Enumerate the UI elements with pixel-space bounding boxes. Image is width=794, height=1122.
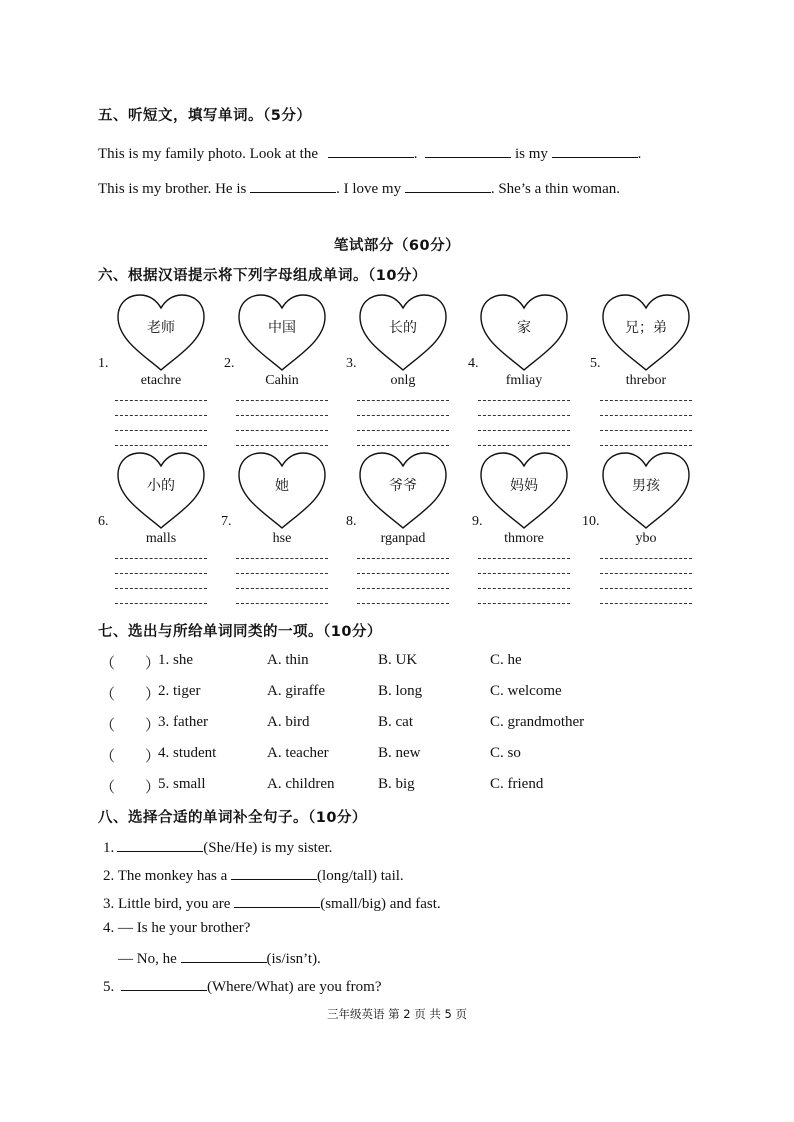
answer-parentheses[interactable]: （ ）: [100, 687, 161, 703]
heart-item: [236, 292, 332, 388]
blank-field[interactable]: [181, 948, 267, 963]
blank-field[interactable]: [121, 976, 207, 991]
scrambled-letters: Cahin: [265, 373, 299, 388]
item-number: 10.: [582, 514, 600, 529]
answer-lines[interactable]: [115, 558, 207, 618]
heart-hint: 爷爷: [389, 478, 417, 494]
writing-line: [236, 415, 328, 416]
scrambled-letters: rganpad: [380, 531, 426, 546]
heart-hint: 兄；弟: [625, 320, 667, 336]
option-c[interactable]: C. so: [490, 745, 521, 761]
writing-line: [600, 558, 692, 559]
sentence-text: (long/tall) tail.: [317, 868, 404, 884]
writing-line: [478, 558, 570, 559]
answer-parentheses[interactable]: （ ）: [100, 780, 161, 796]
writing-line: [600, 400, 692, 401]
blank-field[interactable]: [231, 865, 317, 880]
writing-line: [600, 588, 692, 589]
mc-row: [100, 652, 700, 674]
heart-hint: 男孩: [632, 478, 660, 494]
writing-line: [478, 603, 570, 604]
heart-item: [478, 292, 574, 388]
section5-line1: [98, 143, 641, 163]
option-b[interactable]: B. cat: [378, 714, 413, 730]
heart-hint: 中国: [268, 320, 296, 336]
heart-hint: 她: [275, 478, 289, 494]
item-number: 8.: [346, 514, 357, 529]
answer-parentheses[interactable]: （ ）: [100, 656, 161, 672]
item-number: 1.: [98, 356, 109, 371]
answer-lines[interactable]: [357, 558, 449, 618]
writing-line: [115, 400, 207, 401]
heart-item: [478, 450, 574, 546]
writing-line: [357, 445, 449, 446]
writing-line: [236, 588, 328, 589]
sentence-5: [103, 976, 382, 996]
writing-line: [357, 588, 449, 589]
scrambled-letters: fmliay: [505, 373, 543, 388]
option-c[interactable]: C. friend: [490, 776, 544, 792]
writing-line: [357, 558, 449, 559]
sentence-4a: 4. — Is he your brother?: [103, 920, 251, 936]
heart-item: [600, 292, 696, 388]
writing-line: [600, 445, 692, 446]
heart-item: [357, 450, 453, 546]
heart-item: [115, 450, 211, 546]
section5-line2-text-a: This is my brother. He is: [98, 181, 247, 197]
writing-line: [115, 603, 207, 604]
option-a[interactable]: A. bird: [267, 714, 310, 730]
writing-line: [236, 573, 328, 574]
sentence-text: 3. Little bird, you are: [103, 896, 231, 912]
mc-row: [100, 776, 700, 798]
writing-line: [478, 445, 570, 446]
option-c[interactable]: C. welcome: [490, 683, 562, 699]
option-a[interactable]: A. children: [267, 776, 335, 792]
sentence-text: (is/isn’t).: [266, 951, 321, 967]
blank-field[interactable]: [250, 178, 336, 193]
scrambled-letters: etachre: [140, 373, 182, 388]
writing-line: [600, 603, 692, 604]
writing-line: [236, 400, 328, 401]
question-word: 2. tiger: [158, 683, 201, 699]
item-number: 2.: [224, 356, 235, 371]
heart-item: [236, 450, 332, 546]
item-number: 9.: [472, 514, 483, 529]
option-b[interactable]: B. long: [378, 683, 423, 699]
writing-line: [357, 430, 449, 431]
scrambled-letters: onlg: [390, 373, 416, 388]
writing-line: [115, 445, 207, 446]
option-a[interactable]: A. giraffe: [267, 683, 326, 699]
sentence-4b: [118, 948, 321, 968]
section7-heading: 七、选出与所给单词同类的一项。（10分）: [98, 624, 382, 640]
section5-line2-text-b: . I love my: [336, 181, 402, 197]
blank-field[interactable]: [234, 893, 320, 908]
answer-parentheses[interactable]: （ ）: [100, 749, 161, 765]
option-c[interactable]: C. grandmother: [490, 714, 585, 730]
sentence-text: 5.: [103, 979, 115, 995]
punct: .: [637, 146, 642, 162]
mc-row: [100, 745, 700, 767]
sentence-1: [103, 837, 332, 857]
blank-field[interactable]: [405, 178, 491, 193]
blank-field[interactable]: [117, 837, 203, 852]
writing-line: [478, 588, 570, 589]
section6-heading: 六、根据汉语提示将下列字母组成单词。（10分）: [98, 268, 427, 284]
mc-row: [100, 714, 700, 736]
section5-line1-text-a: This is my family photo. Look at the: [98, 146, 318, 162]
scrambled-letters: thmore: [504, 531, 544, 546]
writing-line: [357, 573, 449, 574]
sentence-text: (small/big) and fast.: [320, 896, 441, 912]
writing-line: [236, 603, 328, 604]
writing-line: [478, 400, 570, 401]
writing-line: [236, 558, 328, 559]
section8-heading: 八、选择合适的单词补全句子。（10分）: [98, 810, 367, 826]
writing-line: [600, 430, 692, 431]
writing-line: [115, 573, 207, 574]
blank-field[interactable]: [425, 143, 511, 158]
heart-hint: 老师: [147, 320, 175, 336]
item-number: 6.: [98, 514, 109, 529]
writing-line: [115, 430, 207, 431]
question-word: 3. father: [158, 714, 208, 730]
section5-heading: 五、听短文，填写单词。（5分）: [98, 108, 312, 124]
answer-parentheses[interactable]: （ ）: [100, 718, 161, 734]
writing-line: [115, 415, 207, 416]
writing-line: [478, 573, 570, 574]
item-number: 7.: [221, 514, 232, 529]
heart-item: [600, 450, 696, 546]
scrambled-letters: ybo: [635, 531, 657, 546]
sentence-text: (Where/What) are you from?: [207, 979, 382, 995]
item-number: 4.: [468, 356, 479, 371]
writing-line: [600, 415, 692, 416]
page-footer: 三年级英语 第 2 页 共 5 页: [326, 1007, 468, 1021]
sentence-text: 2. The monkey has a: [103, 868, 228, 884]
scrambled-letters: malls: [145, 531, 177, 546]
question-word: 1. she: [158, 652, 193, 668]
sentence-text: — No, he: [118, 951, 177, 967]
heart-hint: 妈妈: [510, 478, 538, 494]
writing-line: [115, 558, 207, 559]
option-a[interactable]: A. thin: [267, 652, 309, 668]
mc-row: [100, 683, 700, 705]
punct: .: [413, 146, 418, 162]
answer-lines[interactable]: [478, 558, 570, 618]
question-word: 4. student: [158, 745, 217, 761]
option-c[interactable]: C. he: [490, 652, 522, 668]
writing-line: [115, 588, 207, 589]
blank-field[interactable]: [328, 143, 414, 158]
heart-hint: 长的: [389, 320, 417, 336]
question-word: 5. small: [158, 776, 206, 792]
heart-hint: 家: [517, 320, 531, 336]
writing-line: [478, 430, 570, 431]
writing-line: [357, 603, 449, 604]
option-b[interactable]: B. new: [378, 745, 421, 761]
option-a[interactable]: A. teacher: [267, 745, 329, 761]
item-number: 5.: [590, 356, 601, 371]
item-number: 3.: [346, 356, 357, 371]
scrambled-letters: threbor: [625, 373, 667, 388]
written-part-title: 笔试部分（60分）: [333, 238, 461, 254]
sentence-text: 1.: [103, 840, 115, 856]
section5-line2-text-c: . She’s a thin woman.: [490, 181, 620, 197]
sentence-3: [103, 893, 441, 913]
scrambled-letters: hse: [272, 531, 292, 546]
writing-line: [236, 445, 328, 446]
blank-field[interactable]: [552, 143, 638, 158]
writing-line: [357, 400, 449, 401]
heart-hint: 小的: [147, 478, 175, 494]
answer-lines[interactable]: [236, 558, 328, 618]
option-b[interactable]: B. big: [378, 776, 415, 792]
section5-line1-text-c: is my: [514, 146, 548, 162]
answer-lines[interactable]: [600, 558, 692, 618]
heart-item: [357, 292, 453, 388]
writing-line: [600, 573, 692, 574]
writing-line: [478, 415, 570, 416]
option-b[interactable]: B. UK: [378, 652, 418, 668]
heart-item: [115, 292, 211, 388]
writing-line: [236, 430, 328, 431]
section5-line2: [98, 178, 620, 198]
sentence-text: (She/He) is my sister.: [203, 840, 333, 856]
sentence-2: [103, 865, 404, 885]
writing-line: [357, 415, 449, 416]
